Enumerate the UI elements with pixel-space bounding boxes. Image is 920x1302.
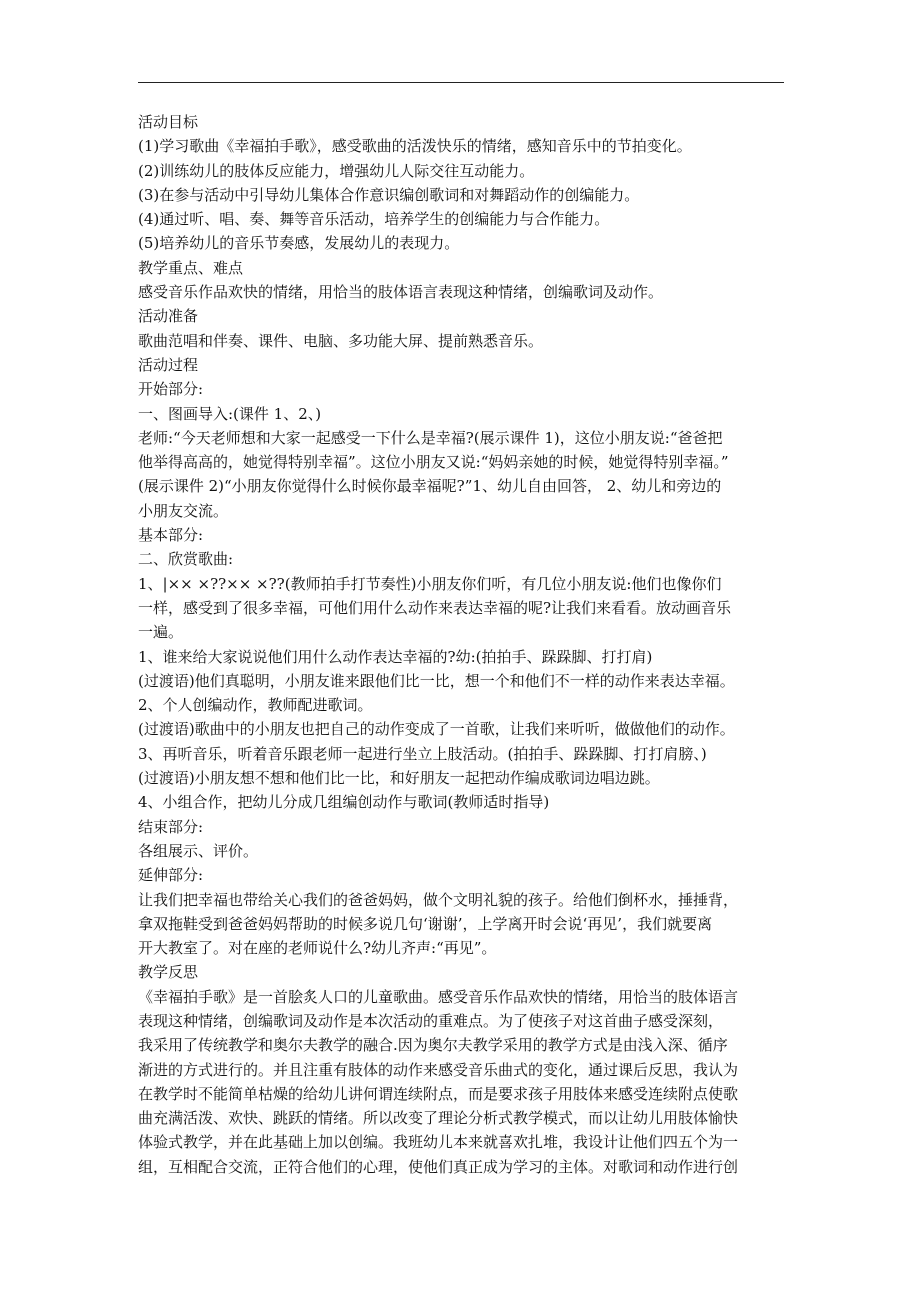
paragraph-line: 开大教室了。对在座的老师说什么?幼儿齐声:“再见”。 bbox=[138, 939, 497, 958]
heading-process: 活动过程 bbox=[138, 355, 199, 374]
paragraph-line: 曲充满活泼、欢快、跳跃的情绪。所以改变了理论分析式教学模式，而以让幼儿用肢体愉快 bbox=[138, 1109, 739, 1128]
paragraph-line: 我采用了传统教学和奥尔夫教学的融合.因为奥尔夫教学采用的教学方式是由浅入深、循序 bbox=[138, 1036, 728, 1055]
paragraph-line: (过渡语)歌曲中的小朋友也把自己的动作变成了一首歌，让我们来听听，做做他们的动作。 bbox=[138, 720, 735, 739]
paragraph-line: 2、个人创编动作，教师配进歌词。 bbox=[138, 696, 373, 715]
paragraph-line: 小朋友交流。 bbox=[138, 501, 229, 520]
goal-item-4: (4)通过听、唱、奏、舞等音乐活动，培养学生的创编能力与合作能力。 bbox=[138, 210, 610, 229]
paragraph-line: 体验式教学，并在此基础上加以创编。我班幼儿本来就喜欢扎堆，我设计让他们四五个为一 bbox=[138, 1133, 739, 1152]
paragraph-line: 4、小组合作，把幼儿分成几组编创动作与歌词(教师适时指导) bbox=[138, 793, 550, 812]
section-start: 开始部分: bbox=[138, 380, 204, 399]
preparation-text: 歌曲范唱和伴奏、课件、电脑、多功能大屏、提前熟悉音乐。 bbox=[138, 331, 544, 350]
paragraph-line: 拿双拖鞋受到爸爸妈妈帮助的时候多说几句‘谢谢’，上学离开时会说‘再见’，我们就要离 bbox=[138, 914, 713, 933]
section-basic: 基本部分: bbox=[138, 526, 204, 545]
paragraph-line: (过渡语)他们真聪明，小朋友谁来跟他们比一比，想一个和他们不一样的动作来表达幸福。 bbox=[138, 671, 735, 690]
key-points-text: 感受音乐作品欢快的情绪，用恰当的肢体语言表现这种情绪，创编歌词及动作。 bbox=[138, 283, 664, 302]
document-body bbox=[138, 110, 788, 1179]
paragraph-line: 各组展示、评价。 bbox=[138, 841, 259, 860]
heading-preparation: 活动准备 bbox=[138, 307, 199, 326]
paragraph-line: 《幸福拍手歌》是一首脍炙人口的儿童歌曲。感受音乐作品欢快的情绪，用恰当的肢体语言 bbox=[138, 987, 739, 1006]
paragraph-line: (过渡语)小朋友想不想和他们比一比，和好朋友一起把动作编成歌词边唱边跳。 bbox=[138, 769, 660, 788]
heading-activity-goals: 活动目标 bbox=[138, 113, 199, 131]
heading-key-points: 教学重点、难点 bbox=[138, 258, 244, 277]
basic-step-2: 二、欣赏歌曲: bbox=[138, 550, 234, 569]
paragraph-line: 表现这种情绪，创编歌词及动作是本次活动的重难点。为了使孩子对这首曲子感受深刻， bbox=[138, 1011, 724, 1030]
paragraph-line: 组，互相配合交流，正符合他们的心理，使他们真正成为学习的主体。对歌词和动作进行创 bbox=[138, 1157, 739, 1176]
goal-item-1: (1)学习歌曲《幸福拍手歌》，感受歌曲的活泼快乐的情绪，感知音乐中的节拍变化。 bbox=[138, 137, 692, 156]
goal-item-3: (3)在参与活动中引导幼儿集体合作意识编创歌词和对舞蹈动作的创编能力。 bbox=[138, 185, 640, 204]
paragraph-line: 渐进的方式进行的。并且注重有肢体的动作来感受音乐曲式的变化，通过课后反思，我认为 bbox=[138, 1060, 739, 1079]
paragraph-line: 1、|×× ×??×× ×??(教师拍手打节奏性)小朋友你们听，有几位小朋友说:他们也像你们 bbox=[138, 574, 722, 593]
paragraph-line: 他举得高高的，她觉得特别幸福”。这位小朋友又说:“妈妈亲她的时候，她觉得特别幸福。” bbox=[138, 453, 729, 472]
section-extension: 延伸部分: bbox=[138, 866, 204, 885]
paragraph-line: 老师:“今天老师想和大家一起感受一下什么是幸福?(展示课件 1)，这位小朋友说:“爸爸把 bbox=[138, 428, 723, 447]
paragraph-line: 一遍。 bbox=[138, 623, 184, 642]
paragraph-line: (展示课件 2)“小朋友你觉得什么时候你最幸福呢?”1、幼儿自由回答， 2、幼儿和旁边的 bbox=[138, 477, 722, 496]
goal-item-5: (5)培养幼儿的音乐节奏感，发展幼儿的表现力。 bbox=[138, 234, 460, 253]
start-step-1: 一、图画导入:(课件 1、2、) bbox=[138, 404, 322, 423]
goal-item-2: (2)训练幼儿的肢体反应能力，增强幼儿人际交往互动能力。 bbox=[138, 161, 535, 180]
paragraph-line: 一样，感受到了很多幸福，可他们用什么动作来表达幸福的呢?让我们来看看。放动画音乐 bbox=[138, 598, 732, 617]
paragraph-line: 3、再听音乐，听着音乐跟老师一起进行坐立上肢活动。(拍拍手、跺跺脚、打打肩膀、) bbox=[138, 744, 707, 763]
heading-reflection: 教学反思 bbox=[138, 963, 199, 982]
paragraph-line: 让我们把幸福也带给关心我们的爸爸妈妈，做个文明礼貌的孩子。给他们倒杯水，捶捶背， bbox=[138, 890, 739, 909]
paragraph-line: 1、谁来给大家说说他们用什么动作表达幸福的?幼:(拍拍手、跺跺脚、打打肩) bbox=[138, 647, 653, 666]
header-rule bbox=[138, 82, 784, 83]
section-ending: 结束部分: bbox=[138, 817, 204, 836]
paragraph-line: 在教学时不能简单枯燥的给幼儿讲何谓连续附点，而是要求孩子用肢体来感受连续附点使歌 bbox=[138, 1084, 739, 1103]
